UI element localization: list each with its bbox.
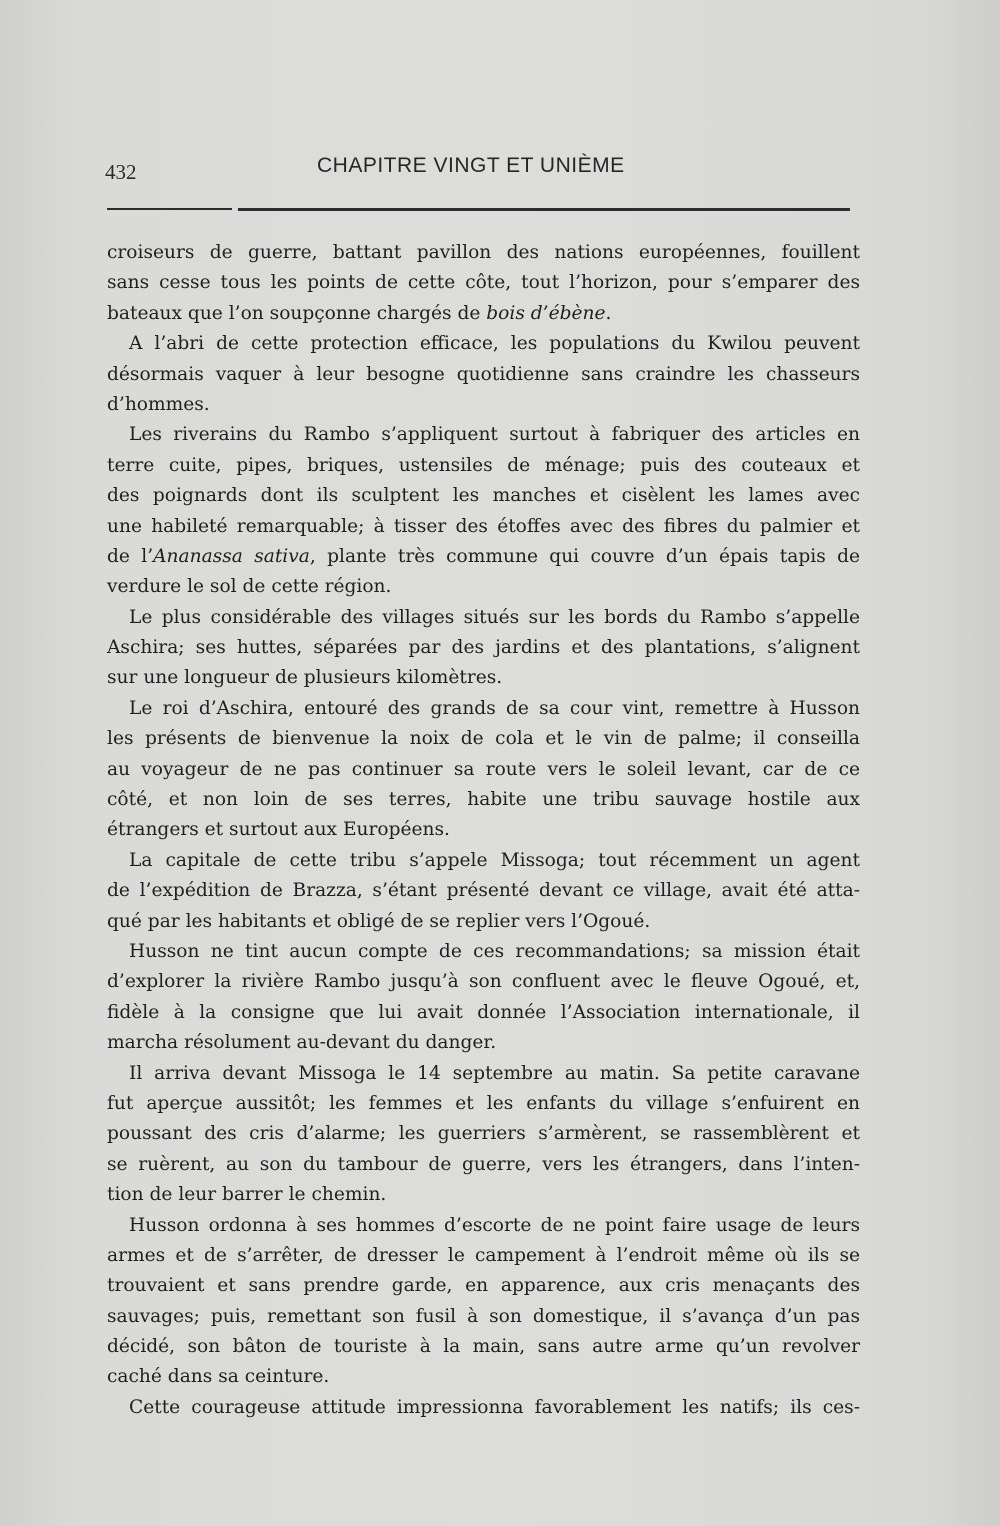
text-line: La capitale de cette tribu s’appele Missoga; tout récemment un agent bbox=[129, 849, 860, 871]
text-run: , plante très commune qui couvre d’un épais tapis de bbox=[309, 545, 860, 567]
header-rule-right bbox=[238, 208, 850, 211]
text-line: désormais vaquer à leur besogne quotidienne sans craindre les chasseurs bbox=[107, 363, 860, 385]
text-line: terre cuite, pipes, briques, ustensiles de ménage; puis des couteaux et bbox=[107, 454, 860, 476]
text-line: tion de leur barrer le chemin. bbox=[107, 1184, 387, 1206]
text-line: marcha résolument au-devant du danger. bbox=[107, 1032, 497, 1054]
page-header bbox=[105, 150, 860, 190]
text-line: Husson ne tint aucun compte de ces recommandations; sa mission était bbox=[129, 940, 860, 962]
text-run: de l’ bbox=[107, 545, 154, 567]
italic-text: Ananassa sativa bbox=[153, 545, 310, 567]
text-line: fidèle à la consigne que lui avait donnée l’Association internationale, il bbox=[107, 1001, 860, 1023]
text-line: armes et de s’arrêter, de dresser le campement à l’endroit même où ils se bbox=[107, 1244, 860, 1266]
text-line: Il arriva devant Missoga le 14 septembre au matin. Sa petite caravane bbox=[129, 1062, 860, 1084]
text-line: d’explorer la rivière Rambo jusqu’à son confluent avec le fleuve Ogoué, et, bbox=[107, 971, 860, 993]
text-line: Aschira; ses huttes, séparées par des jardins et des plantations, s’alignent bbox=[107, 637, 860, 659]
text-line: A l’abri de cette protection efficace, les populations du Kwilou peuvent bbox=[129, 333, 860, 355]
italic-text: bois d’ébène bbox=[486, 302, 606, 324]
text-line: caché dans sa ceinture. bbox=[107, 1366, 330, 1388]
text-line: croiseurs de guerre, battant pavillon des nations européennes, fouillent bbox=[107, 242, 860, 263]
text-line: sans cesse tous les points de cette côte, tout l’horizon, pour s’emparer des bbox=[107, 272, 860, 294]
text-line: côté, et non loin de ses terres, habite une tribu sauvage hostile aux bbox=[107, 789, 860, 811]
text-line: sauvages; puis, remettant son fusil à son domestique, il s’avança d’un pas bbox=[107, 1305, 860, 1327]
text-line: qué par les habitants et obligé de se replier vers l’Ogoué. bbox=[107, 910, 651, 932]
text-line: sur une longueur de plusieurs kilomètres. bbox=[107, 667, 503, 689]
text-line: se ruèrent, au son du tambour de guerre, vers les étrangers, dans l’inten- bbox=[107, 1153, 860, 1175]
text-line: Husson ordonna à ses hommes d’escorte de ne point faire usage de leurs bbox=[129, 1214, 860, 1236]
text-line: poussant des cris d’alarme; les guerriers s’armèrent, se rassemblèrent et bbox=[107, 1123, 860, 1145]
text-line: Le plus considérable des villages situés sur les bords du Rambo s’appelle bbox=[129, 606, 860, 628]
text-line: Cette courageuse attitude impressionna favorablement les natifs; ils ces- bbox=[129, 1396, 860, 1418]
text-line: Les riverains du Rambo s’appliquent surtout à fabriquer des articles en bbox=[129, 424, 860, 446]
text-line: étrangers et surtout aux Européens. bbox=[107, 819, 450, 841]
text-line: de l’expédition de Brazza, s’étant présenté devant ce village, avait été atta- bbox=[107, 880, 860, 902]
running-title: CHAPITRE VINGT ET UNIÈME bbox=[317, 154, 625, 177]
text-line: trouvaient et sans prendre garde, en apparence, aux cris menaçants des bbox=[107, 1275, 860, 1297]
text-line bbox=[107, 542, 860, 572]
text-line: décidé, son bâton de touriste à la main, sans autre arme qu’un revolver bbox=[107, 1336, 860, 1358]
text-line: des poignards dont ils sculptent les manches et cisèlent les lames avec bbox=[107, 485, 860, 507]
header-rule-left bbox=[107, 208, 232, 210]
text-run: bateaux que l’on soupçonne chargés de bbox=[107, 302, 487, 324]
page-number: 432 bbox=[105, 160, 137, 184]
body-text bbox=[107, 238, 860, 1423]
text-run: . bbox=[605, 302, 612, 324]
text-line: les présents de bienvenue la noix de cola et le vin de palme; il conseilla bbox=[107, 728, 860, 750]
text-line: d’hommes. bbox=[107, 393, 210, 415]
text-line: verdure le sol de cette région. bbox=[107, 576, 392, 598]
text-line: une habileté remarquable; à tisser des étoffes avec des fibres du palmier et bbox=[107, 515, 860, 537]
text-line: Le roi d’Aschira, entouré des grands de sa cour vint, remettre à Husson bbox=[129, 697, 860, 719]
text-line bbox=[107, 299, 860, 329]
text-line: fut aperçue aussitôt; les femmes et les enfants du village s’enfuirent en bbox=[107, 1092, 860, 1114]
text-line: au voyageur de ne pas continuer sa route vers le soleil levant, car de ce bbox=[107, 758, 860, 780]
